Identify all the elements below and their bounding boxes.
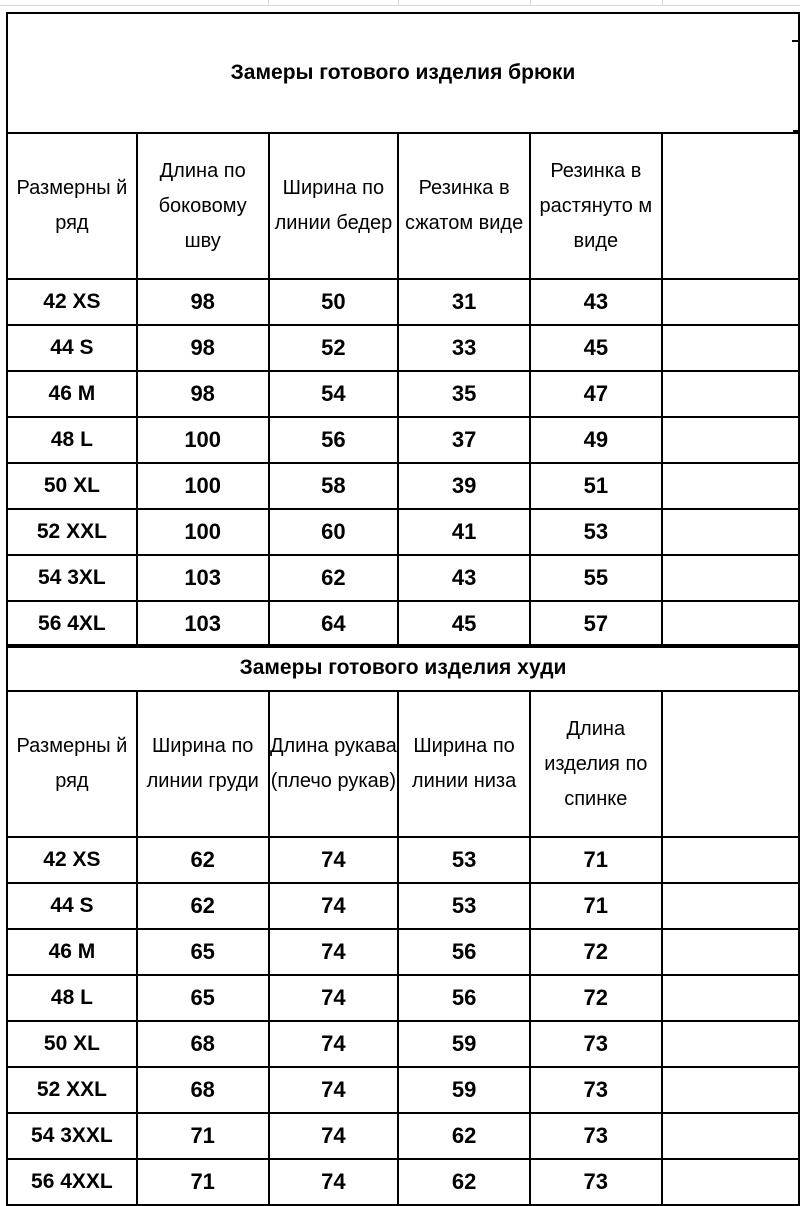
measure-value: 45 [530, 325, 662, 371]
hoodie-title: Замеры готового изделия худи [7, 645, 799, 691]
measure-value: 43 [530, 279, 662, 325]
table-row [7, 601, 799, 647]
spreadsheet-gridline [268, 0, 269, 6]
header-waistband-relaxed: Резинка в сжатом виде [398, 133, 530, 279]
spreadsheet-gridline [0, 0, 800, 6]
table-row [7, 1113, 799, 1159]
empty-cell [662, 883, 799, 929]
measure-value: 56 [269, 417, 399, 463]
measure-value: 33 [398, 325, 530, 371]
table-row [7, 417, 799, 463]
measure-value: 62 [269, 555, 399, 601]
measure-value: 74 [269, 883, 399, 929]
spreadsheet-gridline [662, 0, 663, 6]
measure-value: 47 [530, 371, 662, 417]
measure-value: 53 [398, 837, 530, 883]
header-back-length: Длина изделия по спинке [530, 691, 662, 837]
measure-value: 53 [398, 883, 530, 929]
size-label: 46 M [7, 371, 137, 417]
empty-cell [662, 975, 799, 1021]
measure-value: 41 [398, 509, 530, 555]
table-row [7, 929, 799, 975]
size-label: 48 L [7, 975, 137, 1021]
size-label: 52 XXL [7, 1067, 137, 1113]
size-label: 48 L [7, 417, 137, 463]
header-sleeve-length: Длина рукава (плечо рукав) [269, 691, 399, 837]
measure-value: 98 [137, 371, 269, 417]
size-label: 54 3XL [7, 555, 137, 601]
measure-value: 65 [137, 975, 269, 1021]
spreadsheet-gridline [398, 0, 399, 6]
header-chest-width: Ширина по линии груди [137, 691, 269, 837]
empty-cell [662, 929, 799, 975]
measure-value: 31 [398, 279, 530, 325]
measure-value: 65 [137, 929, 269, 975]
table-row [7, 1159, 799, 1205]
table-row [7, 883, 799, 929]
trousers-measure-table [6, 12, 800, 648]
measure-value: 64 [269, 601, 399, 647]
measure-value: 68 [137, 1067, 269, 1113]
measure-value: 100 [137, 509, 269, 555]
measure-value: 62 [398, 1159, 530, 1205]
measure-value: 71 [530, 837, 662, 883]
table-row [7, 1067, 799, 1113]
empty-cell [662, 133, 799, 279]
empty-cell [662, 279, 799, 325]
measure-value: 98 [137, 325, 269, 371]
empty-cell [662, 691, 799, 837]
empty-cell [662, 509, 799, 555]
measure-value: 39 [398, 463, 530, 509]
measure-value: 72 [530, 929, 662, 975]
measure-value: 73 [530, 1021, 662, 1067]
size-label: 50 XL [7, 463, 137, 509]
measure-value: 59 [398, 1021, 530, 1067]
measure-value: 62 [398, 1113, 530, 1159]
measure-value: 52 [269, 325, 399, 371]
measure-value: 62 [137, 837, 269, 883]
measure-value: 103 [137, 601, 269, 647]
empty-cell [662, 463, 799, 509]
measure-value: 49 [530, 417, 662, 463]
measure-value: 50 [269, 279, 399, 325]
spreadsheet-gridline [530, 0, 531, 6]
empty-cell [662, 555, 799, 601]
header-side-seam-length: Длина по боковому шву [137, 133, 269, 279]
size-label: 44 S [7, 325, 137, 371]
measure-value: 59 [398, 1067, 530, 1113]
measure-value: 45 [398, 601, 530, 647]
size-label: 56 4XL [7, 601, 137, 647]
measure-value: 74 [269, 929, 399, 975]
measure-value: 74 [269, 1021, 399, 1067]
measure-value: 74 [269, 1067, 399, 1113]
measure-value: 51 [530, 463, 662, 509]
table-row [7, 509, 799, 555]
measure-value: 60 [269, 509, 399, 555]
empty-cell [662, 1067, 799, 1113]
empty-cell [662, 1113, 799, 1159]
measure-value: 74 [269, 975, 399, 1021]
empty-cell [662, 601, 799, 647]
measure-value: 100 [137, 463, 269, 509]
header-size-range: Размерны й ряд [7, 691, 137, 837]
measure-value: 35 [398, 371, 530, 417]
table-row [7, 279, 799, 325]
measure-value: 73 [530, 1113, 662, 1159]
table-row [7, 975, 799, 1021]
size-label: 46 M [7, 929, 137, 975]
measure-value: 103 [137, 555, 269, 601]
size-label: 50 XL [7, 1021, 137, 1067]
measure-value: 54 [269, 371, 399, 417]
measure-value: 71 [137, 1159, 269, 1205]
measure-value: 56 [398, 929, 530, 975]
measure-value: 56 [398, 975, 530, 1021]
measure-value: 71 [137, 1113, 269, 1159]
empty-cell [662, 1159, 799, 1205]
empty-cell [662, 325, 799, 371]
empty-cell [662, 837, 799, 883]
table-row [7, 463, 799, 509]
table-row [7, 837, 799, 883]
measure-value: 73 [530, 1067, 662, 1113]
measure-value: 57 [530, 601, 662, 647]
measure-value: 53 [530, 509, 662, 555]
measure-value: 43 [398, 555, 530, 601]
size-label: 42 XS [7, 279, 137, 325]
size-label: 42 XS [7, 837, 137, 883]
measure-value: 74 [269, 1113, 399, 1159]
size-label: 44 S [7, 883, 137, 929]
measure-value: 74 [269, 1159, 399, 1205]
measure-value: 68 [137, 1021, 269, 1067]
header-waistband-stretched: Резинка в растянуто м виде [530, 133, 662, 279]
measure-value: 62 [137, 883, 269, 929]
table-row [7, 1021, 799, 1067]
empty-cell [662, 371, 799, 417]
size-label: 54 3XXL [7, 1113, 137, 1159]
measure-value: 37 [398, 417, 530, 463]
measure-value: 58 [269, 463, 399, 509]
measure-value: 100 [137, 417, 269, 463]
measure-value: 74 [269, 837, 399, 883]
measure-value: 73 [530, 1159, 662, 1205]
measure-value: 98 [137, 279, 269, 325]
empty-cell [662, 1021, 799, 1067]
header-hip-width: Ширина по линии бедер [269, 133, 399, 279]
table-row [7, 325, 799, 371]
trousers-title: Замеры готового изделия брюки [7, 13, 799, 133]
hoodie-measure-table [6, 644, 800, 1206]
measure-value: 55 [530, 555, 662, 601]
header-hem-width: Ширина по линии низа [398, 691, 530, 837]
measure-value: 71 [530, 883, 662, 929]
header-size-range: Размерны й ряд [7, 133, 137, 279]
empty-cell [662, 417, 799, 463]
size-label: 56 4XXL [7, 1159, 137, 1205]
table-row [7, 555, 799, 601]
measure-value: 72 [530, 975, 662, 1021]
table-row [7, 371, 799, 417]
size-label: 52 XXL [7, 509, 137, 555]
